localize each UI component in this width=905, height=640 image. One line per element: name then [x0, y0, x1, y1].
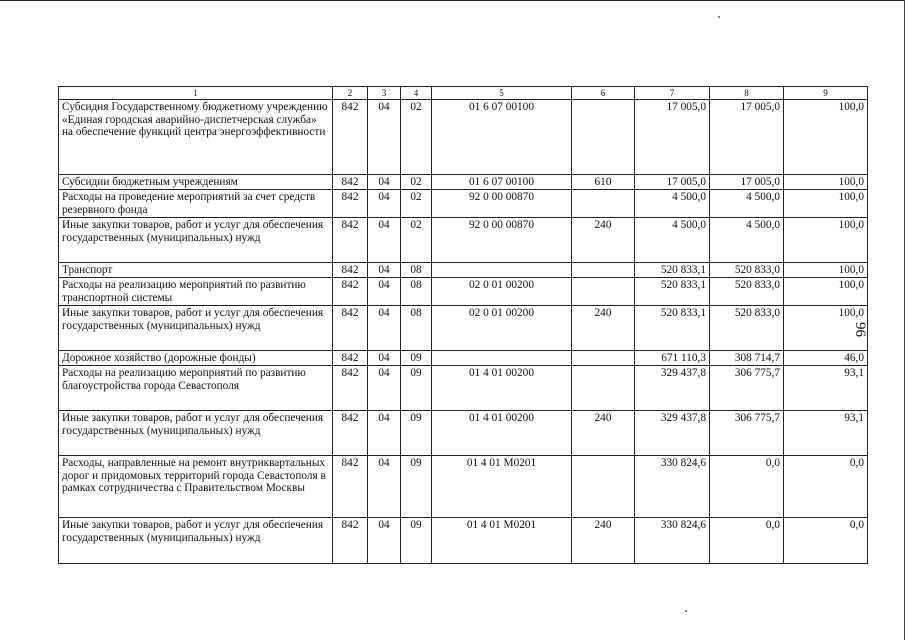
target-article-code: 02 0 01 00200 — [432, 278, 572, 306]
executed-amount: 17 005,0 — [710, 175, 784, 190]
column-number: 8 — [710, 87, 784, 100]
table-row — [59, 190, 868, 218]
column-number: 3 — [368, 87, 401, 100]
admin-code: 842 — [333, 218, 368, 263]
column-number: 9 — [784, 87, 868, 100]
subsection-code: 09 — [401, 366, 432, 411]
section-code: 04 — [368, 218, 401, 263]
expense-name: Иные закупки товаров, работ и услуг для обеспечения государственных (муниципальных) нужд — [59, 518, 333, 564]
expense-type-code: 240 — [572, 518, 635, 564]
subsection-code: 08 — [401, 278, 432, 306]
table-row — [59, 263, 868, 278]
expense-name: Иные закупки товаров, работ и услуг для обеспечения государственных (муниципальных) нужд — [59, 218, 333, 263]
executed-amount: 306 775,7 — [710, 411, 784, 456]
executed-amount: 306 775,7 — [710, 366, 784, 411]
target-article-code — [432, 263, 572, 278]
section-code: 04 — [368, 411, 401, 456]
page-number: 96 — [852, 322, 868, 337]
scan-speck — [685, 610, 687, 612]
section-code: 04 — [368, 366, 401, 411]
expense-name: Иные закупки товаров, работ и услуг для обеспечения государственных (муниципальных) нужд — [59, 411, 333, 456]
target-article-code: 01 6 07 00100 — [432, 175, 572, 190]
column-number: 1 — [59, 87, 333, 100]
subsection-code: 02 — [401, 218, 432, 263]
expense-name: Транспорт — [59, 263, 333, 278]
executed-amount: 520 833,0 — [710, 306, 784, 351]
expense-type-code: 240 — [572, 306, 635, 351]
planned-amount: 329 437,8 — [635, 411, 710, 456]
execution-percent: 46,0 — [784, 351, 868, 366]
subsection-code: 09 — [401, 351, 432, 366]
admin-code: 842 — [333, 100, 368, 175]
target-article-code: 92 0 00 00870 — [432, 218, 572, 263]
expense-name: Расходы на реализацию мероприятий по развитию транспортной системы — [59, 278, 333, 306]
expense-type-code: 240 — [572, 218, 635, 263]
table-body — [59, 100, 868, 564]
planned-amount: 330 824,6 — [635, 456, 710, 518]
executed-amount: 17 005,0 — [710, 100, 784, 175]
subsection-code: 08 — [401, 263, 432, 278]
execution-percent: 100,0 — [784, 306, 868, 351]
expense-type-code — [572, 456, 635, 518]
target-article-code: 01 4 01 00200 — [432, 366, 572, 411]
executed-amount: 520 833,0 — [710, 263, 784, 278]
execution-percent: 100,0 — [784, 278, 868, 306]
target-article-code: 01 6 07 00100 — [432, 100, 572, 175]
execution-percent: 100,0 — [784, 263, 868, 278]
admin-code: 842 — [333, 351, 368, 366]
planned-amount: 520 833,1 — [635, 306, 710, 351]
admin-code: 842 — [333, 366, 368, 411]
planned-amount: 4 500,0 — [635, 190, 710, 218]
executed-amount: 0,0 — [710, 456, 784, 518]
table-row — [59, 366, 868, 411]
expense-type-code — [572, 278, 635, 306]
expense-name: Субсидии бюджетным учреждениям — [59, 175, 333, 190]
table-row — [59, 100, 868, 175]
execution-percent: 0,0 — [784, 456, 868, 518]
planned-amount: 17 005,0 — [635, 100, 710, 175]
expense-name: Субсидия Государственному бюджетному учреждению «Единая городская аварийно-диспетчерская служба» на обеспечение функций центра энергоэффективности — [59, 100, 333, 175]
expense-name: Иные закупки товаров, работ и услуг для обеспечения государственных (муниципальных) нужд — [59, 306, 333, 351]
target-article-code: 02 0 01 00200 — [432, 306, 572, 351]
column-number: 6 — [572, 87, 635, 100]
planned-amount: 4 500,0 — [635, 218, 710, 263]
expense-name: Дорожное хозяйство (дорожные фонды) — [59, 351, 333, 366]
subsection-code: 09 — [401, 411, 432, 456]
column-number: 7 — [635, 87, 710, 100]
planned-amount: 17 005,0 — [635, 175, 710, 190]
table-row — [59, 175, 868, 190]
subsection-code: 08 — [401, 306, 432, 351]
section-code: 04 — [368, 456, 401, 518]
planned-amount: 330 824,6 — [635, 518, 710, 564]
subsection-code: 02 — [401, 190, 432, 218]
expense-name: Расходы на реализацию мероприятий по развитию благоустройства города Севастополя — [59, 366, 333, 411]
expense-name: Расходы на проведение мероприятий за счет средств резервного фонда — [59, 190, 333, 218]
expense-type-code — [572, 263, 635, 278]
subsection-code: 02 — [401, 100, 432, 175]
section-code: 04 — [368, 351, 401, 366]
execution-percent: 93,1 — [784, 366, 868, 411]
table-row — [59, 218, 868, 263]
expense-type-code: 240 — [572, 411, 635, 456]
expense-type-code — [572, 190, 635, 218]
section-code: 04 — [368, 175, 401, 190]
subsection-code: 09 — [401, 518, 432, 564]
subsection-code: 02 — [401, 175, 432, 190]
expense-type-code — [572, 366, 635, 411]
table-row — [59, 351, 868, 366]
scan-border-top — [0, 0, 905, 1]
execution-percent: 93,1 — [784, 411, 868, 456]
planned-amount: 520 833,1 — [635, 278, 710, 306]
planned-amount: 329 437,8 — [635, 366, 710, 411]
expense-name: Расходы, направленные на ремонт внутриквартальных дорог и придомовых территорий города Севастополя в рамках сотрудничества с Правительством Москвы — [59, 456, 333, 518]
section-code: 04 — [368, 263, 401, 278]
expense-type-code — [572, 351, 635, 366]
section-code: 04 — [368, 190, 401, 218]
scan-speck — [718, 16, 720, 18]
admin-code: 842 — [333, 411, 368, 456]
section-code: 04 — [368, 306, 401, 351]
execution-percent: 100,0 — [784, 100, 868, 175]
execution-percent: 100,0 — [784, 218, 868, 263]
execution-percent: 0,0 — [784, 518, 868, 564]
admin-code: 842 — [333, 175, 368, 190]
table-row — [59, 306, 868, 351]
subsection-code: 09 — [401, 456, 432, 518]
target-article-code: 01 4 01 M0201 — [432, 518, 572, 564]
budget-table — [58, 86, 868, 564]
target-article-code: 01 4 01 00200 — [432, 411, 572, 456]
executed-amount: 308 714,7 — [710, 351, 784, 366]
section-code: 04 — [368, 100, 401, 175]
expense-type-code — [572, 100, 635, 175]
table-row — [59, 411, 868, 456]
executed-amount: 0,0 — [710, 518, 784, 564]
expense-type-code: 610 — [572, 175, 635, 190]
admin-code: 842 — [333, 518, 368, 564]
target-article-code — [432, 351, 572, 366]
executed-amount: 520 833,0 — [710, 278, 784, 306]
column-number: 5 — [432, 87, 572, 100]
column-number-row — [59, 87, 868, 100]
table-row — [59, 456, 868, 518]
admin-code: 842 — [333, 263, 368, 278]
admin-code: 842 — [333, 456, 368, 518]
admin-code: 842 — [333, 190, 368, 218]
section-code: 04 — [368, 278, 401, 306]
column-number: 4 — [401, 87, 432, 100]
executed-amount: 4 500,0 — [710, 218, 784, 263]
target-article-code: 92 0 00 00870 — [432, 190, 572, 218]
execution-percent: 100,0 — [784, 190, 868, 218]
execution-percent: 100,0 — [784, 175, 868, 190]
table-row — [59, 278, 868, 306]
target-article-code: 01 4 01 M0201 — [432, 456, 572, 518]
executed-amount: 4 500,0 — [710, 190, 784, 218]
column-number: 2 — [333, 87, 368, 100]
planned-amount: 520 833,1 — [635, 263, 710, 278]
admin-code: 842 — [333, 278, 368, 306]
admin-code: 842 — [333, 306, 368, 351]
table-row — [59, 518, 868, 564]
planned-amount: 671 110,3 — [635, 351, 710, 366]
section-code: 04 — [368, 518, 401, 564]
